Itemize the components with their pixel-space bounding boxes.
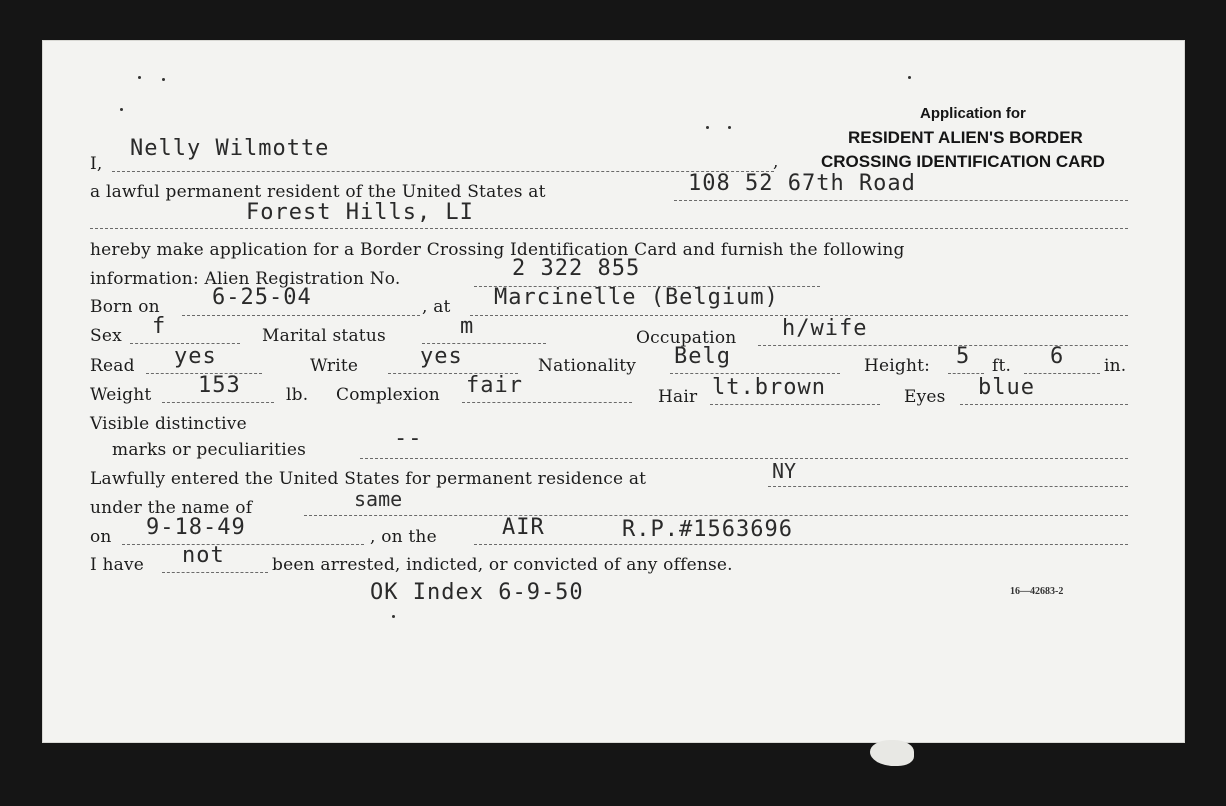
born-date-line <box>182 315 420 316</box>
label-occupation: Occupation <box>636 328 737 348</box>
value-entry-name: same <box>354 487 403 511</box>
value-marks: -- <box>394 426 423 451</box>
value-entry-port: NY <box>772 459 797 483</box>
value-nationality: Belg <box>674 344 731 369</box>
label-weight: Weight <box>90 385 152 405</box>
label-on: on <box>90 527 112 547</box>
label-nationality: Nationality <box>538 356 637 376</box>
label-alien-registration: information: Alien Registration No. <box>90 269 401 289</box>
header-title-line-2: CROSSING IDENTIFICATION CARD <box>821 152 1105 171</box>
eyes-line <box>960 404 1128 405</box>
header-application-for: Application for <box>920 105 1026 122</box>
label-hereby: hereby make application for a Border Crossing Identification Card and furnish the following <box>90 240 905 260</box>
nationality-line <box>670 373 840 374</box>
label-height: Height: <box>864 356 931 376</box>
value-entry-vessel: AIR <box>502 515 545 540</box>
label-lawfully-entered: Lawfully entered the United States for permanent residence at <box>90 469 647 489</box>
entry-port-line <box>768 486 1128 487</box>
value-alien-registration: 2 322 855 <box>512 256 641 281</box>
entry-vessel-line <box>474 544 1128 545</box>
label-under-name: under the name of <box>90 498 253 518</box>
value-weight: 153 <box>198 373 241 398</box>
scan-speck <box>908 76 911 79</box>
scan-speck <box>728 126 731 129</box>
value-address-2: Forest Hills, LI <box>246 200 474 225</box>
label-born-at: , at <box>422 297 451 317</box>
label-comma: , <box>773 152 779 172</box>
value-write: yes <box>420 344 463 369</box>
label-marital-status: Marital status <box>262 326 386 346</box>
value-height-ft: 5 <box>956 344 971 369</box>
value-entry-rp: R.P.#1563696 <box>622 517 793 542</box>
scan-speck <box>138 76 141 79</box>
label-i: I, <box>90 154 103 174</box>
label-hair: Hair <box>658 387 698 407</box>
border-crossing-application-card <box>42 40 1185 743</box>
scan-speck <box>392 615 395 618</box>
value-name: Nelly Wilmotte <box>130 136 330 161</box>
value-arrest: not <box>182 543 225 568</box>
value-complexion: fair <box>466 373 523 398</box>
value-read: yes <box>174 344 217 369</box>
paper-tear <box>870 740 914 766</box>
scan-speck <box>120 108 123 111</box>
complexion-line <box>462 402 632 403</box>
label-complexion: Complexion <box>336 385 440 405</box>
label-ft: ft. <box>992 356 1012 376</box>
label-on-the: , on the <box>370 527 437 547</box>
label-marks-peculiarities: marks or peculiarities <box>112 440 307 460</box>
entry-name-line <box>304 515 1128 516</box>
value-hair: lt.brown <box>712 375 826 400</box>
label-read: Read <box>90 356 135 376</box>
value-born-date: 6-25-04 <box>212 285 312 310</box>
label-resident: a lawful permanent resident of the United States at <box>90 182 546 202</box>
annotation-ok-index: OK Index 6-9-50 <box>370 580 584 605</box>
label-lb: lb. <box>286 385 309 405</box>
name-line <box>112 171 774 172</box>
height-ft-line <box>948 373 984 374</box>
label-arrested-text: been arrested, indicted, or convicted of any offense. <box>272 555 733 575</box>
address-line-2 <box>90 228 1128 229</box>
arrest-line <box>162 572 268 573</box>
label-eyes: Eyes <box>904 387 946 407</box>
value-sex: f <box>152 314 167 339</box>
label-sex: Sex <box>90 326 122 346</box>
marks-line <box>360 458 1128 459</box>
height-in-line <box>1024 373 1100 374</box>
value-height-in: 6 <box>1050 344 1065 369</box>
label-visible-distinctive: Visible distinctive <box>90 414 247 434</box>
weight-line <box>162 402 274 403</box>
label-in: in. <box>1104 356 1127 376</box>
occupation-line <box>758 345 1128 346</box>
value-marital: m <box>460 314 475 339</box>
address-line-1 <box>674 200 1128 201</box>
hair-line <box>710 404 880 405</box>
scan-speck <box>706 126 709 129</box>
scan-speck <box>162 78 165 81</box>
value-occupation: h/wife <box>782 316 868 341</box>
value-eyes: blue <box>978 375 1035 400</box>
label-write: Write <box>310 356 359 376</box>
value-entry-date: 9-18-49 <box>146 515 246 540</box>
value-born-place: Marcinelle (Belgium) <box>494 285 779 310</box>
value-address-1: 108 52 67th Road <box>688 171 916 196</box>
header-title-line-1: RESIDENT ALIEN'S BORDER <box>848 128 1083 147</box>
form-number: 16—42683-2 <box>1010 586 1064 597</box>
label-born-on: Born on <box>90 297 160 317</box>
label-i-have: I have <box>90 555 145 575</box>
entry-date-line <box>122 544 364 545</box>
